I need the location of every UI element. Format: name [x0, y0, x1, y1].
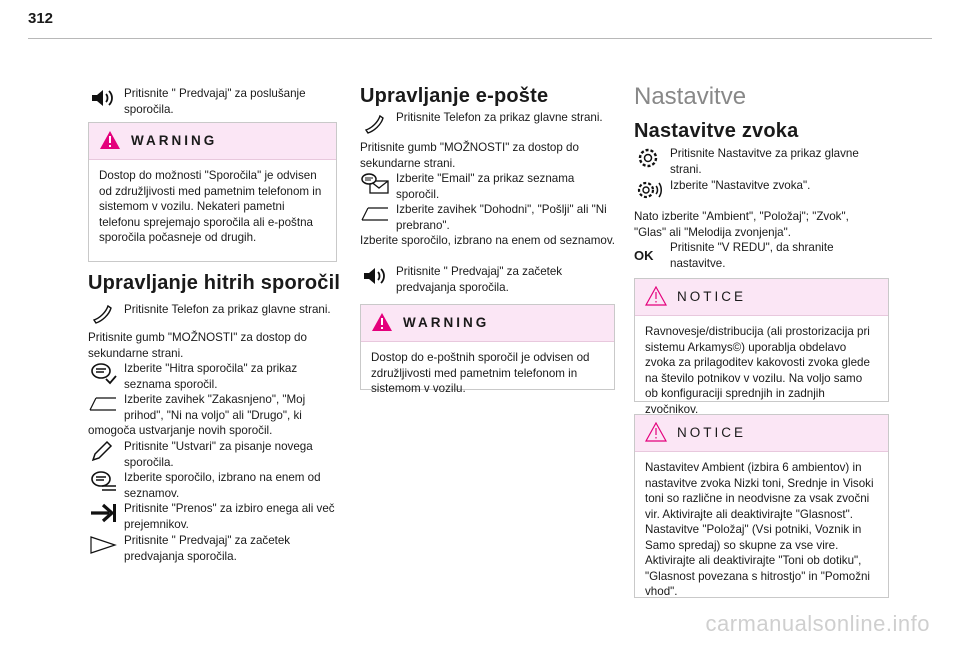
select-text: Izberite sporočilo, izbrano na enem od seznamov.: [124, 471, 321, 500]
watermark: carmanualsonline.info: [705, 611, 930, 636]
notice-header-1: [635, 279, 888, 316]
notice-icon: [645, 286, 667, 306]
notice-body-2: Nastavitev Ambient (izbira 6 ambientov) in nastavitve zvoka Nizki toni, Srednje in Visoki toni so različne in neodvisne za vsak zvočni vir. Aktivirajte ali deaktivirajte "Glasnost". Nastavitve "Položaj" (Vsi potniki, Voznik in Samo spredaj) so skupne za vse vire. Aktivirajte ali deaktivirajte "Toni ob dotiku", "Glasnost povezana s hitrostjo" in "Pomožni vhod".: [645, 461, 874, 598]
message-list-icon: [88, 470, 118, 494]
quick-text: Izberite "Hitra sporočila" za prikaz seznama sporočil.: [124, 362, 298, 391]
warning-header: [89, 123, 336, 160]
sound-settings-icon: [634, 178, 664, 202]
warning-icon: [99, 130, 121, 150]
play-text: Pritisnite " Predvajaj" za poslušanje sporočila.: [124, 87, 306, 116]
tab-icon: [360, 202, 390, 226]
quick-message-icon: [88, 361, 118, 385]
play-icon: [88, 533, 118, 557]
heading-email: Upravljanje e-pošte: [360, 85, 549, 107]
transfer-text: Pritisnite "Prenos" za izbiro enega ali več prejemnikov.: [124, 502, 335, 531]
choose-text: Nato izberite "Ambient", "Položaj"; "Zvok", "Glas" ali "Melodija zvonjenja".: [634, 210, 849, 239]
play-text-2: Pritisnite " Predvajaj" za začetek predvajanja sporočila.: [396, 265, 563, 294]
tab-text-2: Izberite zavihek "Dohodni", "Pošlji" ali "Ni prebrano".: [396, 203, 607, 232]
phone-text-2: Pritisnite Telefon za prikaz glavne strani.: [396, 111, 603, 124]
ok-text: Pritisnite "V REDU", da shranite nastavitve.: [670, 241, 834, 270]
tab-text-cont: omogoča ustvarjanje novih sporočil.: [88, 424, 273, 437]
heading-sound: Nastavitve zvoka: [634, 120, 799, 142]
warning-box-messages: [88, 122, 337, 262]
settings-text: Pritisnite Nastavitve za prikaz glavne strani.: [670, 147, 859, 176]
phone-icon: [88, 300, 118, 324]
warning-header-2: [361, 305, 614, 342]
email-icon: [360, 171, 390, 195]
top-divider: [28, 38, 932, 39]
gear-icon: [634, 146, 664, 170]
notice-body-1: Ravnovesje/distribucija (ali prostorizacija pri sistemu Arkamys©) uporablja obdelavo zvoka za prilagoditev kakovosti zvoka glede na število potnikov v vozilu. Na voljo samo ob konfiguraciji sprednjih in zadnjih zvočnikov.: [645, 325, 870, 416]
warning-title-2: WARNING: [403, 315, 490, 330]
email-text: Izberite "Email" za prikaz seznama sporočil.: [396, 172, 575, 201]
speaker-icon: [88, 86, 118, 110]
notice-header-2: [635, 415, 888, 452]
notice-icon: [645, 422, 667, 442]
warning-body: Dostop do možnosti "Sporočila" je odvisen od združljivosti med pametnim telefonom in sistemom v vozilu. Nekateri pametni telefonu sprejemajo sporočila ali e-poštna sporočila počasneje od drugih.: [99, 169, 322, 244]
heading-quick-messages: Upravljanje hitrih sporočil: [88, 272, 341, 294]
options-text-2: Pritisnite gumb "MOŽNOSTI" za dostop do sekundarne strani.: [360, 141, 579, 170]
warning-box-email: [360, 304, 615, 395]
phone-icon: [360, 110, 390, 134]
notice-box-1: [634, 278, 889, 416]
transfer-icon: [88, 501, 118, 525]
warning-icon: [371, 312, 393, 332]
play-step-text: Pritisnite " Predvajaj" za začetek predvajanja sporočila.: [124, 534, 291, 563]
create-text: Pritisnite "Ustvari" za pisanje novega sporočila.: [124, 440, 313, 469]
phone-text: Pritisnite Telefon za prikaz glavne strani.: [124, 303, 331, 316]
sound-text: Izberite "Nastavitve zvoka".: [670, 179, 811, 192]
chapter-title: Nastavitve: [634, 83, 747, 110]
notice-box-2: [634, 414, 889, 598]
pencil-icon: [88, 439, 118, 463]
warning-title: WARNING: [131, 133, 218, 148]
notice-title-2: NOTICE: [677, 425, 747, 440]
select-text-2: Izberite sporočilo, izbrano na enem od seznamov.: [360, 234, 615, 247]
notice-title-1: NOTICE: [677, 289, 747, 304]
tab-icon: [88, 392, 118, 416]
options-text: Pritisnite gumb "MOŽNOSTI" za dostop do sekundarne strani.: [88, 331, 307, 360]
tab-text: Izberite zavihek "Zakasnjeno", "Moj prihod", "Ni na voljo" ali "Drugo", ki: [124, 393, 306, 422]
speaker-icon: [360, 264, 390, 288]
warning-body-2: Dostop do e-poštnih sporočil je odvisen od združljivosti med pametnim telefonom in sistemom v vozilu.: [371, 351, 590, 395]
ok-label: OK: [634, 248, 654, 263]
page-number: 312: [28, 10, 54, 27]
